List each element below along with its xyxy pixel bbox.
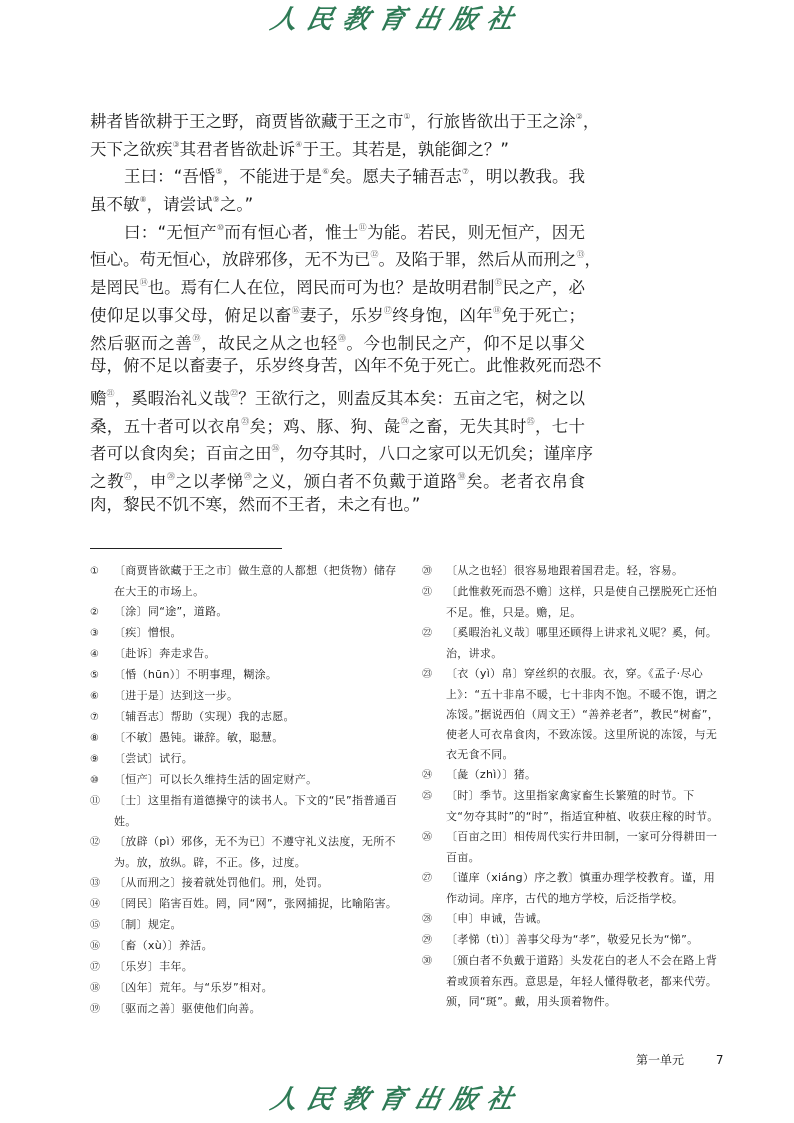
footnote-number: ⑲ [90, 1004, 100, 1015]
footnotes-left-column [90, 561, 402, 1020]
text-segment: 矣。老者衣帛食 [466, 471, 586, 491]
text-line [90, 158, 585, 186]
footnote-text: 〔罔民〕陷害百姓。罔，同“网”，张网捕捉，比喻陷害。 [114, 897, 398, 910]
footnote-marker[interactable]: ㉘ [166, 471, 176, 481]
footnote-text: 〔从之也轻〕很容易地跟着国君走。轻，容易。 [446, 564, 684, 577]
text-segment: 耕者皆欲耕于王之野，商贾皆欲藏于王之市 [90, 112, 404, 131]
footnote-text: 〔赴诉〕奔走求告。 [114, 647, 216, 660]
text-segment: 矣；鸡、豚、狗、彘 [249, 416, 401, 436]
footnote-marker[interactable]: ⑫ [370, 250, 379, 260]
text-segment: 母，俯不足以畜妻子，乐岁终身苦，凶年不免于死亡。此惟救死而恐不 [90, 356, 602, 376]
footnote-text: 〔辅吾志〕帮助（实现）我的志愿。 [114, 710, 295, 723]
unit-label: 第一单元 [636, 1053, 685, 1067]
footnote-marker[interactable]: ㉓ [241, 416, 250, 426]
footnote [422, 930, 722, 951]
footnote-divider [90, 548, 282, 549]
text-segment: 民之产，必 [502, 278, 586, 298]
footnotes-right-column [422, 561, 722, 1012]
text-segment: 桑，五十者可以衣帛 [90, 416, 242, 436]
footnote-number: ⑰ [90, 962, 100, 973]
footnote-number: ㉙ [422, 935, 432, 946]
text-segment: ，明以教我。我 [469, 167, 586, 187]
footnote-number: ㉗ [422, 873, 432, 884]
footnote [90, 978, 402, 999]
footnote-marker[interactable]: ㉙ [243, 471, 253, 481]
footnote [422, 951, 722, 1012]
text-segment: 。及陷于罪，然后从而刑之 [378, 250, 577, 270]
footnote-marker[interactable]: ⑩ [216, 222, 225, 232]
footnote-text: 〔从而刑之〕接着就处罚他们。刑，处罚。 [114, 876, 329, 889]
text-segment: 之教 [90, 471, 125, 491]
text-segment: 妻子，乐岁 [299, 305, 384, 325]
footnote [90, 686, 402, 707]
footnote-number: ⑬ [90, 878, 100, 889]
footnote-number: ③ [90, 628, 99, 639]
text-line [90, 214, 585, 242]
footnote-marker[interactable]: ㉑ [106, 388, 115, 398]
footnote-text: 〔制〕规定。 [114, 918, 182, 931]
footnote-number: ⑤ [90, 670, 99, 681]
footnote-text: 〔商贾皆欲藏于王之市〕做生意的人都想（把货物）储存在大王的市场上。 [114, 564, 397, 598]
text-segment: ，故民之从之也轻 [201, 333, 338, 353]
text-line [90, 186, 585, 214]
text-segment: 之以孝悌 [175, 471, 244, 491]
footnote-marker[interactable]: ⑬ [576, 250, 585, 260]
footnote-marker[interactable]: ⑦ [461, 167, 470, 177]
footnote [90, 999, 402, 1020]
text-segment: 于王。其若是，孰能御之？” [302, 139, 509, 159]
text-segment: ，七十 [534, 416, 586, 436]
footnote-number: ⑩ [90, 775, 99, 786]
footnote-marker[interactable]: ⑪ [358, 222, 367, 232]
footnote-marker[interactable]: ⑲ [192, 333, 202, 343]
footnote-text: 〔涂〕同“途”，道路。 [114, 605, 228, 618]
text-line [90, 352, 602, 380]
footnote [90, 644, 402, 665]
footnote-text: 〔惛（hūn）〕不明事理，糊涂。 [114, 668, 278, 681]
text-segment: 曰：“无恒产 [124, 222, 217, 242]
footnote [90, 791, 402, 832]
footnote-marker[interactable]: ③ [172, 139, 180, 149]
footnote-text: 〔衣（yì）帛〕穿丝织的衣服。衣，穿。《孟子·尽心上》：“五十非帛不暖，七十非肉不饱。不暖不饱，谓之冻馁。”据说西伯（周文王）“善养老者”，教民“树畜”，使老人可衣帛食肉，不致冻馁。这里所说的冻馁，与无衣无食不同。 [446, 667, 720, 761]
footnote [90, 832, 402, 873]
footnote-marker[interactable]: ㉚ [457, 471, 467, 481]
footnote [90, 936, 402, 957]
footnote-number: ㉓ [422, 669, 432, 680]
footnote-text: 〔士〕这里指有道德操守的读书人。下文的“民”指普通百姓。 [114, 794, 398, 828]
footnote-marker[interactable]: ㉗ [124, 471, 133, 481]
text-segment: 之。” [219, 195, 254, 215]
text-line [90, 297, 585, 325]
text-segment: ，不能进于是 [222, 167, 323, 187]
text-segment: 。今也制民之产，仰不足以事父 [346, 333, 586, 353]
footnote-number: ⑮ [90, 920, 100, 931]
text-segment: 之义，颁白者不负戴于道路 [252, 471, 458, 491]
footnote [90, 749, 402, 770]
footnote-number: ㉑ [422, 587, 432, 598]
footnote-marker[interactable]: ㉒ [230, 388, 239, 398]
footnote-marker[interactable]: ⑮ [494, 278, 503, 288]
text-segment: 恒心。苟无恒心，放辟邪侈，无不为已 [90, 250, 371, 270]
text-line [90, 103, 600, 131]
text-segment: 矣。愿夫子辅吾志 [329, 167, 462, 187]
footnote-marker[interactable]: ⑯ [291, 305, 300, 315]
footnote [90, 561, 402, 602]
footnote-number: ⑭ [90, 899, 100, 910]
footnote [422, 765, 722, 786]
footnote-marker[interactable]: ㉕ [526, 416, 535, 426]
text-segment: 为能。若民，则无恒产，因无 [366, 222, 586, 242]
footnote-number: ⑧ [90, 733, 99, 744]
footnote-marker[interactable]: ② [575, 112, 583, 121]
footnote [90, 915, 402, 936]
footnote [422, 868, 722, 909]
text-segment: 王曰：“吾惛 [124, 167, 216, 187]
footnote-text: 〔不敏〕愚钝。谦辞。敏，聪慧。 [114, 731, 284, 744]
footnote [90, 894, 402, 915]
text-segment: ？王欲行之，则盍反其本矣：五亩之宅，树之以 [238, 388, 586, 408]
text-segment: ， [584, 250, 601, 270]
footnote [90, 873, 402, 894]
footnote-number: ⑪ [90, 796, 100, 807]
footnote-marker[interactable]: ⑧ [139, 195, 147, 205]
footnote-text: 〔凶年〕荒年。与“乐岁”相对。 [114, 981, 273, 994]
text-segment: 使仰足以事父母，俯足以畜 [90, 305, 292, 325]
page-number: 7 [715, 1053, 724, 1067]
text-line [90, 241, 601, 270]
footnote-number: ⑱ [90, 983, 100, 994]
text-segment: 虽不敏 [90, 195, 140, 215]
footnote [90, 623, 402, 644]
footnote [422, 623, 722, 664]
footnote-marker[interactable]: ① [403, 112, 411, 121]
footnote-number: ⑨ [90, 754, 99, 765]
text-segment: 免于死亡； [501, 305, 586, 325]
footnote-number: ⑥ [90, 691, 99, 702]
footnote-number: ① [90, 566, 99, 577]
footnote-number: ㉒ [422, 628, 432, 639]
text-segment: ，申 [132, 471, 167, 491]
footnote-number: ㉘ [422, 914, 432, 925]
footnote-text: 〔畜（xù）〕养活。 [114, 939, 213, 952]
footnote-text: 〔此惟救死而恐不赡〕这样，只是使自己摆脱死亡还怕不足。惟，只是。赡，足。 [446, 585, 718, 619]
text-line [90, 380, 585, 408]
page-footer [636, 1052, 723, 1068]
footnote-marker[interactable]: ㉖ [271, 444, 280, 454]
footnote-marker[interactable]: ⑱ [493, 305, 502, 315]
footnote-text: 〔放辟（pì）邪侈，无不为已〕不遵守礼义法度，无所不为。放，放纵。辟，不正。侈，过度。 [114, 835, 396, 869]
footnote-number: ㉖ [422, 832, 432, 843]
footnote-text: 〔进于是〕达到这一步。 [114, 689, 239, 702]
footnote [90, 728, 402, 749]
text-segment: ， [582, 112, 600, 131]
footnote-number: ⑦ [90, 712, 99, 723]
text-segment: 然后驱而之善 [90, 333, 193, 353]
footnote-text: 〔奚暇治礼义哉〕哪里还顾得上讲求礼义呢？奚，何。治，讲求。 [446, 626, 718, 660]
footnote-text: 〔孝悌（tì）〕善事父母为“孝”，敬爱兄长为“悌”。 [446, 933, 699, 946]
footnote [422, 786, 722, 827]
footnote-text: 〔谨庠（xiáng）序之教〕慎重办理学校教育。谨，用作动词。庠序，古代的地方学校，后泛指学校。 [446, 871, 716, 905]
text-segment: 是罔民 [90, 278, 140, 298]
text-segment: 之畜，无失其时 [409, 416, 527, 436]
text-segment: ，行旅皆欲出于王之涂 [410, 112, 576, 131]
text-line [90, 463, 585, 491]
text-line [90, 435, 593, 464]
footnote-marker[interactable]: ⑳ [337, 333, 347, 343]
footnote [90, 770, 402, 791]
footnote [422, 827, 722, 868]
text-line [90, 491, 585, 519]
publisher-logo-top: 人民教育出版社 [267, 5, 527, 35]
footnote-text: 〔尝试〕试行。 [114, 752, 194, 765]
text-line [90, 408, 585, 436]
footnote-marker[interactable]: ⑨ [212, 195, 220, 205]
footnote-marker[interactable]: ⑤ [215, 167, 223, 177]
main-text [90, 103, 602, 518]
text-line [90, 325, 585, 353]
footnote-marker[interactable]: ⑭ [139, 278, 148, 288]
footnote-marker[interactable]: ⑥ [322, 167, 330, 177]
footnote-number: ⑯ [90, 941, 100, 952]
text-segment: ，请尝试 [146, 195, 213, 215]
footnote [422, 582, 722, 623]
footnote [422, 664, 722, 765]
footnote-number: ㉔ [422, 770, 432, 781]
text-segment: 也。焉有仁人在位，罔民而可为也？是故明君制 [147, 278, 495, 298]
footnote [90, 707, 402, 728]
text-segment: ，勿夺其时，八口之家可以无饥矣；谨庠序 [279, 444, 593, 464]
footnote [90, 602, 402, 623]
footnote-text: 〔疾〕憎恨。 [114, 626, 182, 639]
footnote-text: 〔彘（zhì）〕猪。 [446, 768, 537, 781]
publisher-logo-bottom: 人民教育出版社 [267, 1085, 527, 1115]
footnote-text: 〔颁白者不负戴于道路〕头发花白的老人不会在路上背着或顶着东西。意思是，年轻人懂得敬老，都来代劳。颁，同“斑”。戴，用头顶着物件。 [446, 954, 718, 1008]
text-segment: 赡 [90, 388, 107, 408]
footnote-text: 〔申〕申诫，告诫。 [446, 912, 548, 925]
footnote-text: 〔时〕季节。这里指家禽家畜生长繁殖的时节。下文“勿夺其时”的“时”，指适宜种植、收获庄稼的时节。 [446, 789, 719, 823]
text-segment: 者可以食肉矣；百亩之田 [90, 444, 272, 464]
text-segment: ，奚暇治礼义哉 [114, 388, 231, 408]
footnote-text: 〔乐岁〕丰年。 [114, 960, 194, 973]
footnote-number: ⑫ [90, 837, 100, 848]
text-segment: 肉，黎民不饥不寒，然而不王者，未之有也。” [90, 494, 421, 514]
footnote-number: ④ [90, 649, 99, 660]
footnote-number: ㉚ [422, 956, 432, 967]
footnote [90, 665, 402, 686]
footnote-number: ② [90, 607, 99, 618]
text-line [90, 269, 585, 297]
footnote-text: 〔百亩之田〕相传周代实行井田制，一家可分得耕田一百亩。 [446, 830, 718, 864]
footnote [422, 909, 722, 930]
footnote-text: 〔驱而之善〕驱使他们向善。 [114, 1002, 261, 1015]
footnote [90, 957, 402, 978]
text-segment: 天下之欲疾 [90, 139, 173, 159]
footnote-marker[interactable]: ⑰ [383, 305, 393, 315]
footnote [422, 561, 722, 582]
footnote-text: 〔恒产〕可以长久维持生活的固定财产。 [114, 773, 318, 786]
footnote-marker[interactable]: ④ [295, 139, 303, 149]
footnote-number: ⑳ [422, 566, 432, 577]
text-line [90, 131, 585, 159]
text-segment: 终身饱，凶年 [392, 305, 494, 325]
text-segment: 其君者皆欲赴诉 [179, 139, 296, 159]
footnote-number: ㉕ [422, 791, 432, 802]
footnote-marker[interactable]: ㉔ [400, 416, 410, 426]
text-segment: 而有恒心者，惟士 [224, 222, 359, 242]
